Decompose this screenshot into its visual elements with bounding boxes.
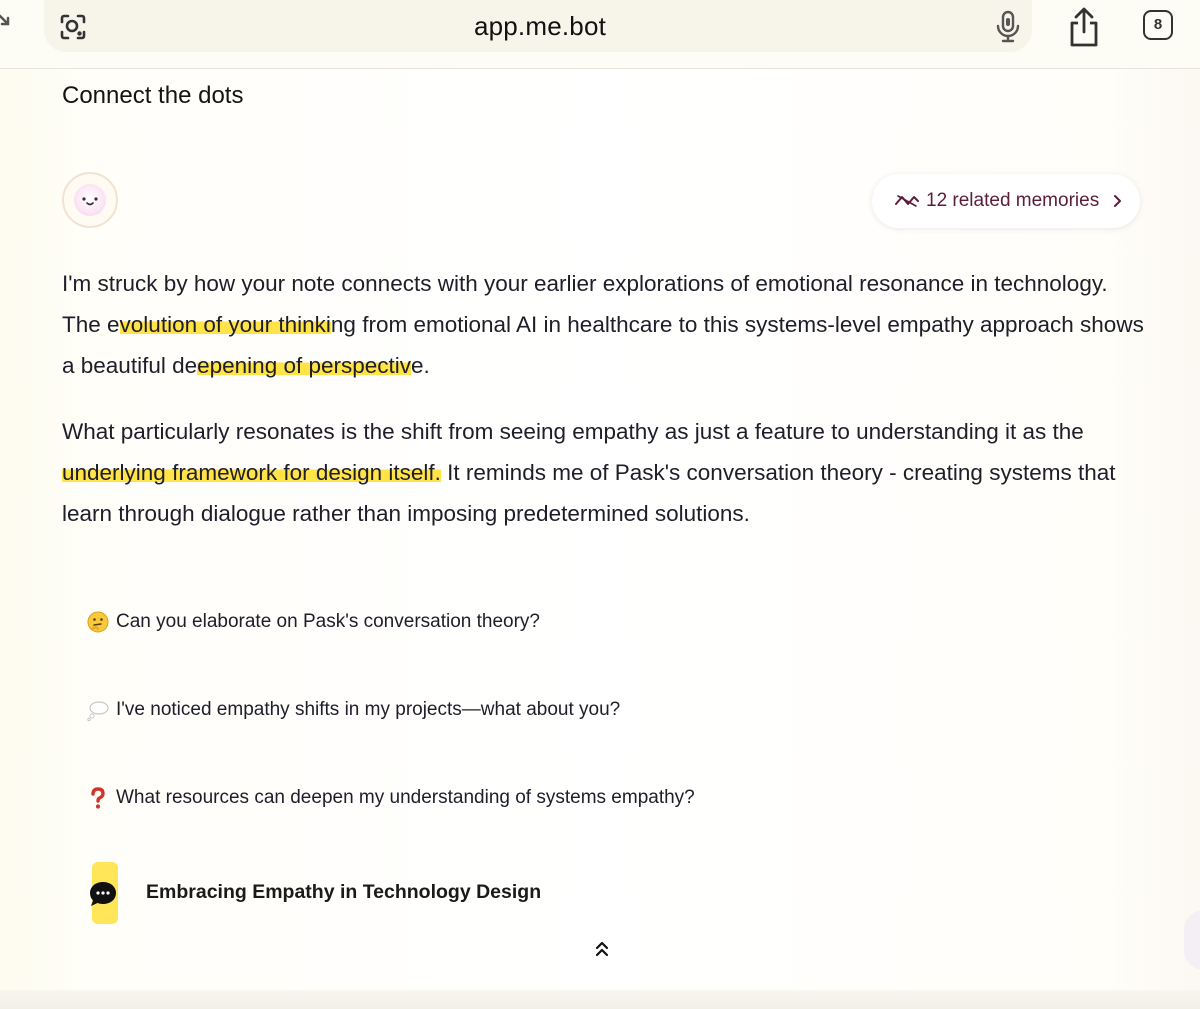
question-mark-icon	[86, 786, 110, 810]
suggestion-item[interactable]	[86, 782, 695, 814]
suggestion-text: I've noticed empathy shifts in my projects—what about you?	[116, 699, 621, 720]
thinking-face-icon	[86, 610, 110, 634]
text-segment: What particularly resonates is the shift from seeing empathy as just a feature to understanding it as the	[62, 419, 1084, 444]
section-title: Connect the dots	[62, 82, 244, 109]
text-segment: It reminds me of Pask's conversation theory - creating systems that learn through dialogue rather than imposing predetermined solutions.	[62, 460, 1116, 526]
topic-title: Embracing Empathy in Technology Design	[146, 881, 542, 903]
message-paragraph-1	[62, 263, 1152, 386]
text-segment: e.	[411, 353, 430, 378]
message-paragraph-2	[62, 411, 1152, 534]
tabs-count-button[interactable]	[1143, 10, 1173, 40]
highlighted-text: underlying framework for design itself.	[62, 460, 441, 485]
bottom-bar	[0, 990, 1200, 1009]
related-memories-label: 12 related memories	[926, 190, 1100, 211]
side-handle[interactable]	[1184, 910, 1200, 970]
related-links-icon	[894, 192, 920, 210]
chevron-right-icon	[1112, 192, 1124, 210]
suggestion-text: Can you elaborate on Pask's conversation theory?	[116, 611, 540, 632]
url-text[interactable]: app.me.bot	[473, 11, 607, 41]
smiley-face-icon	[74, 184, 106, 216]
bot-avatar	[62, 172, 118, 228]
highlighted-text: epening of perspectiv	[197, 353, 412, 378]
suggestion-item[interactable]	[86, 606, 540, 638]
suggestion-text: What resources can deepen my understanding of systems empathy?	[116, 787, 695, 808]
browser-top-bar	[0, 0, 1200, 69]
share-icon[interactable]	[1066, 6, 1102, 48]
related-memories-button[interactable]	[872, 174, 1140, 228]
highlighted-text: volution of your thinki	[119, 312, 331, 337]
suggestion-item[interactable]	[86, 694, 620, 726]
text-segment: ng from emotional AI in healthcare to this systems-level empathy approach shows a beautiful de	[62, 312, 1144, 378]
double-chevron-up-icon[interactable]	[592, 938, 612, 960]
thought-bubble-icon	[86, 698, 110, 722]
microphone-icon[interactable]	[994, 10, 1022, 44]
chat-bubble-icon	[88, 880, 118, 908]
topic-row[interactable]	[86, 862, 586, 924]
tabs-count: 8	[1153, 16, 1163, 33]
text-segment: I'm struck by how your note connects with your earlier explorations of emotional resonance in technology. The e	[62, 271, 1108, 337]
